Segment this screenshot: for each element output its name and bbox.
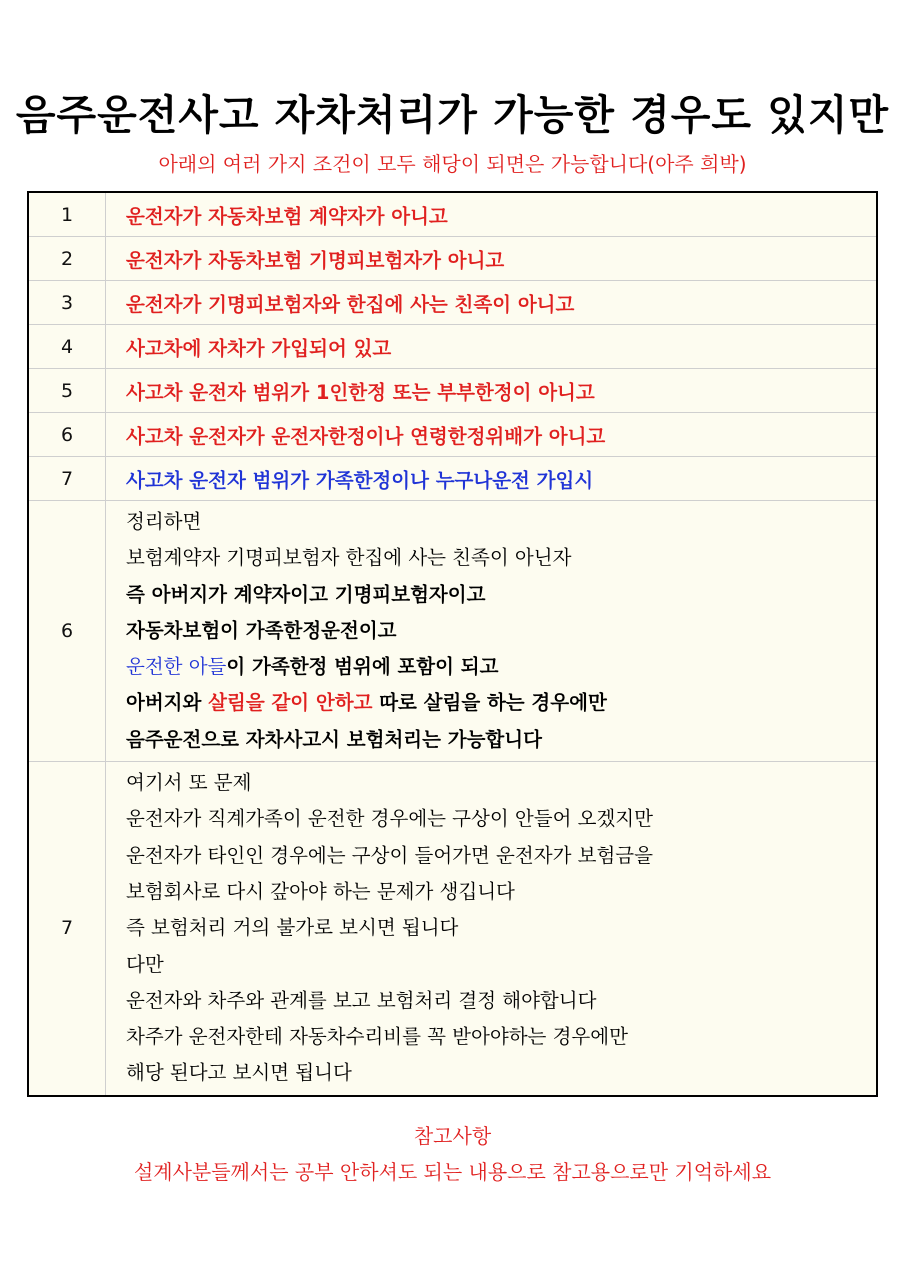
- summary-text: 따로 살림을 하는 경우에만: [372, 691, 607, 715]
- row-number: 6: [28, 413, 106, 457]
- row-number: 7: [28, 457, 106, 501]
- summary-line: 즉 아버지가 계약자이고 기명피보험자이고: [126, 582, 486, 606]
- row-text: 사고차 운전자가 운전자한정이나 연령한정위배가 아니고: [106, 413, 878, 457]
- summary-text: 아버지와: [126, 691, 209, 715]
- row-text: 사고차에 자차가 가입되어 있고: [106, 325, 878, 369]
- summary-cell: [106, 501, 878, 762]
- extra-line: 여기서 또 문제: [126, 771, 252, 795]
- row-number: 2: [28, 237, 106, 281]
- summary-line: [126, 649, 876, 685]
- summary-line: 음주운전으로 자차사고시 보험처리는 가능합니다: [126, 727, 542, 751]
- highlight-blue-text: 운전한 아들: [126, 655, 227, 679]
- summary-row: [28, 501, 877, 762]
- table-row: [28, 413, 877, 457]
- conditions-table: [27, 191, 878, 1097]
- highlight-red-text: 살림을 같이 안하고: [208, 691, 373, 715]
- table-row: [28, 192, 877, 237]
- row-text: 운전자가 기명피보험자와 한집에 사는 친족이 아니고: [106, 281, 878, 325]
- row-text: 운전자가 자동차보험 계약자가 아니고: [106, 192, 878, 237]
- summary-line: 정리하면: [126, 510, 202, 533]
- extra-line: 해당 된다고 보시면 됩니다: [126, 1061, 352, 1085]
- extra-line: 운전자와 차주와 관계를 보고 보험처리 결정 해야합니다: [126, 988, 597, 1012]
- row-text: 운전자가 자동차보험 기명피보험자가 아니고: [106, 237, 878, 281]
- extra-line: 다만: [126, 952, 164, 976]
- extra-line: 즉 보험처리 거의 불가로 보시면 됩니다: [126, 916, 459, 940]
- row-number: 6: [28, 501, 106, 762]
- summary-line: 보험계약자 기명피보험자 한집에 사는 친족이 아닌자: [126, 546, 572, 570]
- extra-cell: [106, 762, 878, 1096]
- extra-line: 운전자가 타인인 경우에는 구상이 들어가면 운전자가 보험금을: [126, 843, 653, 867]
- table-row: [28, 237, 877, 281]
- extra-line: 보험회사로 다시 갚아야 하는 문제가 생깁니다: [126, 879, 515, 903]
- table-row: [28, 369, 877, 413]
- table-row: [28, 281, 877, 325]
- row-number: 4: [28, 325, 106, 369]
- extra-line: 차주가 운전자한테 자동차수리비를 꼭 받아야하는 경우에만: [126, 1025, 628, 1049]
- extra-row: [28, 762, 877, 1096]
- extra-line: 운전자가 직계가족이 운전한 경우에는 구상이 안들어 오겠지만: [126, 807, 653, 831]
- table-row: [28, 457, 877, 501]
- row-text: 사고차 운전자 범위가 가족한정이나 누구나운전 가입시: [106, 457, 878, 501]
- page-title: 음주운전사고 자차처리가 가능한 경우도 있지만: [15, 91, 890, 139]
- table-row: [28, 325, 877, 369]
- summary-line: 자동차보험이 가족한정운전이고: [126, 618, 397, 642]
- row-text: 사고차 운전자 범위가 1인한정 또는 부부한정이 아니고: [106, 369, 878, 413]
- row-number: 1: [28, 192, 106, 237]
- summary-line: [126, 685, 876, 721]
- note-heading: 참고사항: [413, 1124, 492, 1148]
- page-subtitle: 아래의 여러 가지 조건이 모두 해당이 되면은 가능합니다(아주 희박): [158, 152, 747, 176]
- note-body: 설계사분들께서는 공부 안하셔도 되는 내용으로 참고용으로만 기억하세요: [133, 1160, 772, 1184]
- row-number: 3: [28, 281, 106, 325]
- summary-text: 이 가족한정 범위에 포함이 되고: [226, 655, 499, 679]
- row-number: 5: [28, 369, 106, 413]
- row-number: 7: [28, 762, 106, 1096]
